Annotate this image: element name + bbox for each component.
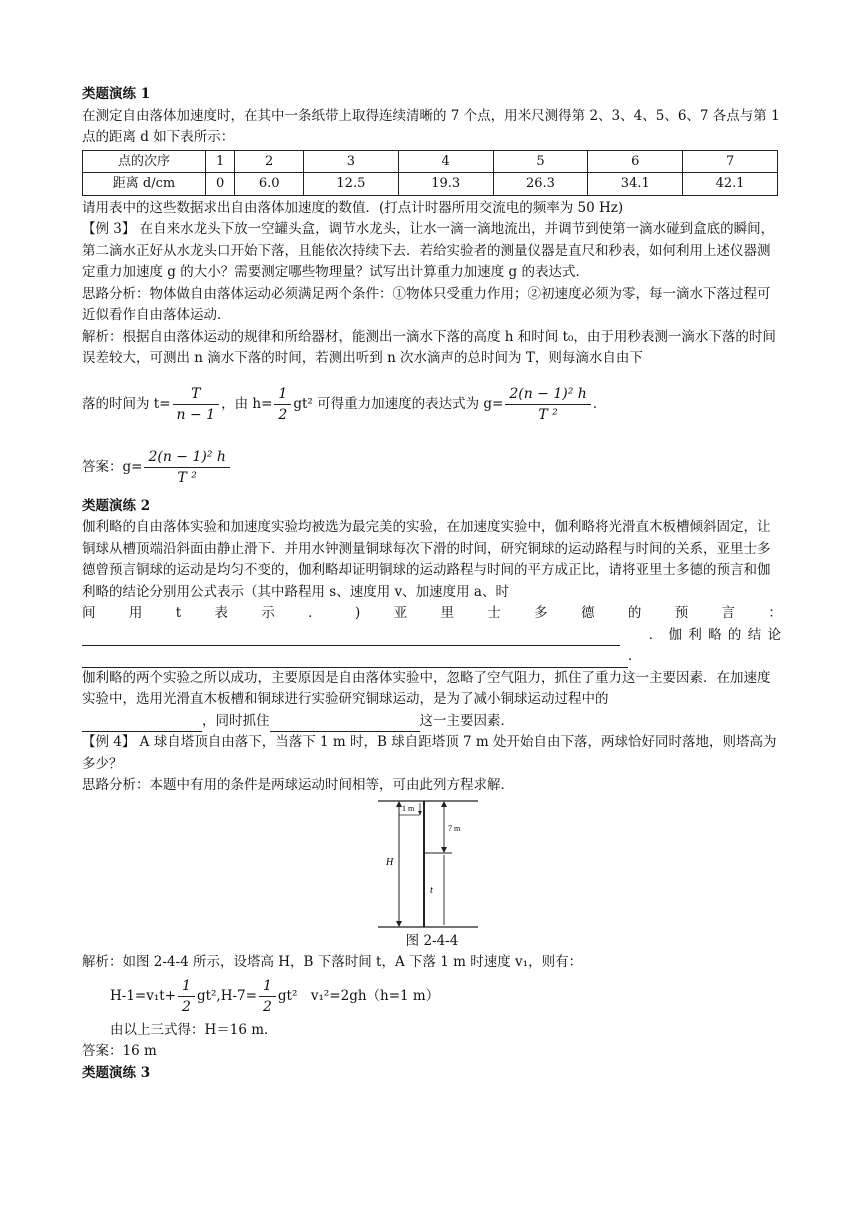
formula-text: gt² 可得重力加速度的表达式为 g=	[293, 395, 504, 412]
table-cell: 12.5	[303, 173, 398, 196]
answer-blank-galileo[interactable]	[82, 652, 628, 668]
fraction-denominator: n − 1	[176, 407, 216, 423]
table-cell: 7	[683, 150, 778, 173]
blank-line-end: ．	[628, 648, 642, 664]
example-3-formula-line	[82, 370, 782, 440]
example-4-equations	[82, 974, 782, 1020]
fraction-half	[178, 976, 195, 1017]
spread-char: ：	[768, 605, 782, 621]
example-3-question: 【例 3】 在自来水龙头下放一空罐头盒，调节水龙头，让水一滴一滴地流出，并调节到使第一滴水碰到盒底的瞬间，第二滴水正好从水龙头口开始下落，且能依次持续下去．若给实验者的测量仪器是直尺和秒表，如何利用上述仪器测定重力加速度 g 的大小？需要测定哪些物理量？试写出计算重力加速度 g 的表达式．	[82, 221, 775, 280]
fraction-numerator: 1	[259, 976, 276, 997]
fraction-g-answer	[144, 447, 229, 488]
table-cell: 0	[206, 173, 235, 196]
equation-text: H-1=v₁t+	[110, 987, 177, 1004]
spread-char: 德	[581, 605, 595, 621]
answer-blank-aristotle[interactable]	[82, 630, 620, 646]
spread-char: ．	[308, 605, 322, 621]
table-cell: 5	[493, 150, 588, 173]
table-row	[83, 173, 778, 196]
table-cell: 点的次序	[83, 150, 206, 173]
answer-blank-reduce[interactable]	[82, 716, 202, 732]
answer-blank-grasp[interactable]	[270, 716, 420, 732]
table-cell: 4	[398, 150, 493, 173]
example-3-answer	[82, 440, 782, 496]
example-3-analysis: 思路分析：物体做自由落体运动必须满足两个条件：①物体只受重力作用；②初速度必须为零，每一滴水下落过程可近似看作自由落体运动．	[82, 285, 771, 323]
example-4-question: 【例 4】 A 球自塔顶自由落下，当落下 1 m 时，B 球自距塔顶 7 m 处开始自由下落，两球恰好同时落地，则塔高为多少？	[82, 734, 777, 772]
table-cell: 距离 d/cm	[83, 173, 206, 196]
spread-char: 言	[721, 605, 736, 621]
spread-char: 用	[128, 605, 143, 621]
spread-char: 里	[440, 605, 454, 621]
practice-1-question: 请用表中的这些数据求出自由落体加速度的数值．(打点计时器所用交流电的频率为 50 Hz)	[82, 199, 624, 216]
blank-line-tail: ． 伽 利 略 的 结 论	[648, 626, 782, 643]
section-title-practice-3: 类题演练 3	[82, 1064, 151, 1081]
example-4-derivation: 由以上三式得：H＝16 m．	[110, 1021, 278, 1038]
table-cell: 2	[235, 150, 304, 173]
label-t: t	[430, 884, 433, 896]
example-4-analysis: 思路分析：本题中有用的条件是两球运动时间相等，可由此列方程求解．	[82, 777, 514, 793]
formula-text: ．	[592, 395, 607, 412]
fraction-denominator: 2	[278, 407, 288, 423]
table-cell: 42.1	[683, 173, 778, 196]
document-page	[82, 84, 782, 1084]
fraction-half	[274, 384, 291, 425]
fraction-numerator: 1	[274, 384, 291, 405]
table-cell: 3	[303, 150, 398, 173]
fraction-denominator: T ²	[177, 470, 197, 486]
formula-text: ，由 h=	[221, 395, 273, 412]
blank-line-1	[82, 625, 782, 647]
label-1m: 1 m	[402, 803, 415, 813]
equation-text: gt²,H-7=	[196, 987, 257, 1004]
example-4-answer: 答案：16 m	[82, 1043, 157, 1059]
para-text: 这一主要因素．	[419, 712, 514, 729]
table-cell: 6	[588, 150, 683, 173]
example-3-solution: 解析：根据自由落体运动的规律和所给器材，能测出一滴水下落的高度 h 和时间 t₀，由于用秒表测一滴水下落的时间误差较大，可测出 n 滴水下落的时间，若测出听到 n 次水滴声的总时间为 T，则每滴水自由下	[82, 328, 776, 366]
fraction-numerator: 1	[178, 976, 195, 997]
spread-char: 的	[627, 605, 642, 621]
spread-char: 士	[487, 605, 501, 621]
table-cell: 34.1	[588, 173, 683, 196]
fraction-g	[505, 384, 590, 425]
tower-figure	[372, 797, 492, 931]
spread-char: 表	[214, 605, 228, 621]
tower-diagram	[372, 797, 492, 931]
label-H: H	[386, 856, 394, 868]
spread-char: 预	[674, 605, 689, 621]
table-cell: 19.3	[398, 173, 493, 196]
fraction-denominator: 2	[262, 999, 272, 1015]
practice-2-text: 伽利略的自由落体实验和加速度实验均被选为最完美的实验，在加速度实验中，伽利略将光滑直木板槽倾斜固定，让铜球从槽顶端沿斜面由静止滑下．并用水钟测量铜球每次下滑的时间，研究铜球的运动路程与时间的关系，亚里士多德曾预言铜球的运动是均匀不变的，伽利略却证明铜球的运动路程与时间的平方成正比，请将亚里士多德的预言和伽利略的结论分别用公式表示（其中路程用 s、速度用 v、加速度用 a、时	[82, 519, 771, 600]
label-7m: 7 m	[448, 823, 461, 833]
practice-2-para	[82, 668, 782, 733]
practice-1-text: 在测定自由落体加速度时，在其中一条纸带上取得连续清晰的 7 个点，用米尺测得第 2、3、4、5、6、7 各点与第 1 点的距离 d 如下表所示：	[82, 107, 780, 145]
blank-line-2	[82, 646, 782, 668]
spread-char: 亚	[393, 605, 408, 621]
practice-2-spread-line	[82, 603, 782, 625]
spread-char: 示	[261, 605, 275, 621]
example-4-solution: 解析：如图 2-4-4 所示，设塔高 H，B 下落时间 t，A 下落 1 m 时速度 v₁，则有：	[82, 954, 583, 970]
section-title-practice-1: 类题演练 1	[82, 86, 151, 102]
para-text: ，同时抓住	[202, 712, 270, 729]
fraction-denominator: T ²	[538, 407, 558, 423]
distance-table	[82, 150, 778, 196]
spread-char: 间	[82, 605, 96, 621]
section-title-practice-2: 类题演练 2	[82, 497, 151, 514]
table-cell: 6.0	[235, 173, 304, 196]
table-cell: 1	[206, 150, 235, 173]
table-row	[83, 150, 778, 173]
fraction-t	[173, 384, 220, 425]
answer-label: 答案：g=	[82, 458, 143, 475]
fraction-denominator: 2	[182, 999, 191, 1015]
para-text: 伽利略的两个实验之所以成功，主要原因是自由落体实验中，忽略了空气阻力，抓住了重力这一主要因素．在加速度实验中，选用光滑直木板槽和铜球进行实验研究铜球运动，是为了减小铜球运动过程中的	[82, 669, 771, 707]
figure-caption: 图 2-4-4	[405, 932, 459, 949]
fraction-numerator: 2(n − 1)² h	[144, 447, 229, 468]
fraction-numerator: 2(n − 1)² h	[505, 384, 590, 405]
spread-char: )	[355, 605, 361, 621]
formula-text: 落的时间为 t=	[82, 395, 171, 412]
fraction-half	[259, 976, 276, 1017]
spread-char: 多	[534, 605, 548, 621]
spread-char: t	[175, 605, 182, 621]
equation-text: gt² v₁²=2gh（h=1 m）	[277, 987, 440, 1004]
fraction-numerator: T	[173, 384, 220, 405]
table-cell: 26.3	[493, 173, 588, 196]
